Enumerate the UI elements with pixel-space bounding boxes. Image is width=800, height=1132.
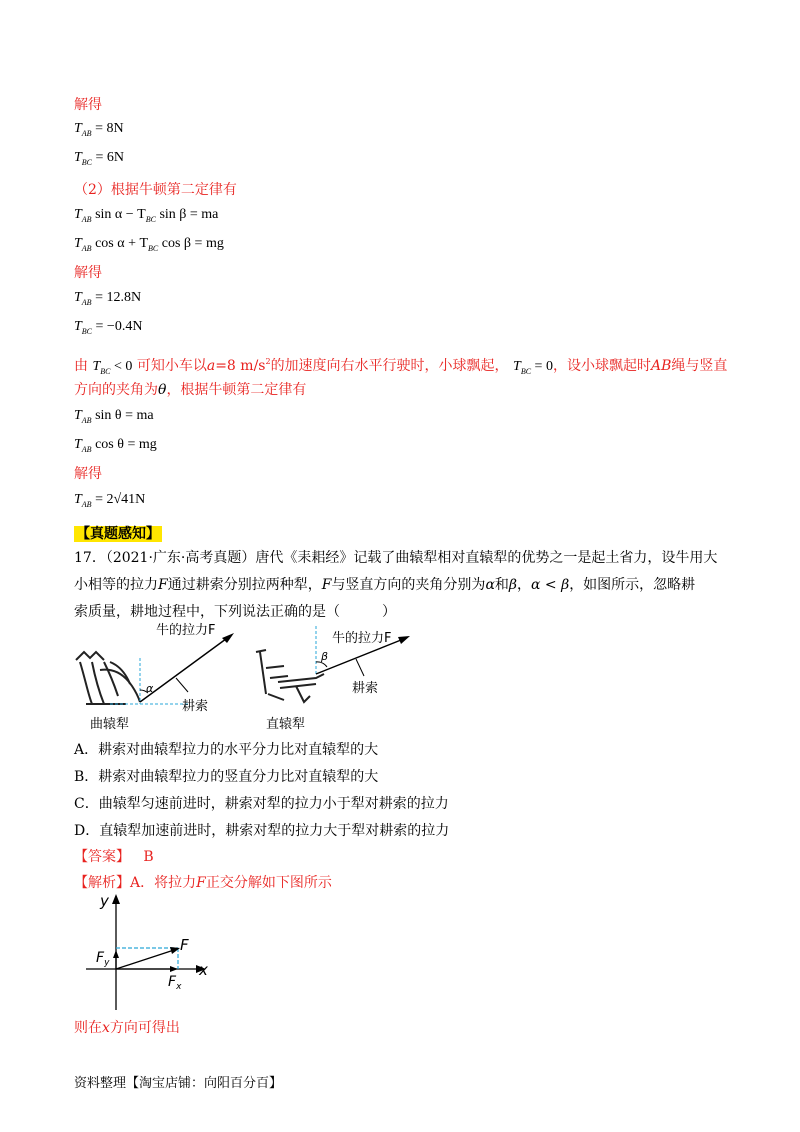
curved-plough-drawing	[76, 652, 140, 704]
fx-label: $F_x$	[168, 974, 182, 992]
right-beta-label: β	[321, 650, 329, 663]
y-axis-label: y	[100, 892, 109, 910]
force-label: F	[180, 936, 189, 954]
fy-label: $F_y$	[96, 950, 110, 968]
force-decomposition-diagram	[86, 892, 226, 1014]
analysis-line: 【解析】A．将拉力F正交分解如下图所示	[74, 875, 332, 891]
left-alpha-label: α	[146, 682, 154, 695]
equation-tab-2: $T_{AB} = 12.8N$	[74, 290, 142, 307]
jie-de-label-3: 解得	[74, 466, 102, 482]
option-d: D．直辕犁加速前进时，耕索对犁的拉力大于犁对耕索的拉力	[74, 823, 450, 839]
right-caption: 直辕犁	[266, 717, 306, 732]
section-badge: 【真题感知】	[76, 526, 160, 542]
x-axis-label: x	[199, 961, 208, 979]
left-rope-label: 耕索	[182, 699, 209, 714]
jie-de-label-2: 解得	[74, 265, 102, 281]
equation-tab-1: $T_{AB} = 8N$	[74, 121, 124, 138]
right-force-label: 牛的拉力F	[332, 631, 392, 646]
option-b: B．耕索对曲辕犁拉力的竖直分力比对直辕犁的大	[74, 769, 379, 785]
last-line: 则在x方向可得出	[74, 1020, 180, 1036]
equation-theta-y: $T_{AB}$ cos θ = mg	[74, 437, 157, 454]
left-force-arrowhead	[222, 633, 234, 643]
left-force-label: 牛的拉力F	[156, 623, 216, 638]
equation-newton-x: $T_{AB}$ $\sin \alpha - T_{BC}$ sin β = ma	[74, 207, 219, 224]
question-line-2: 小相等的拉力F通过耕索分别拉两种犁，F与竖直方向的夹角分别为α和β，α < β，如图所示，忽略耕	[74, 577, 696, 593]
footer: 资料整理【淘宝店铺：向阳百分百】	[74, 1076, 283, 1091]
straight-plough-drawing	[256, 650, 324, 702]
equation-tab-3: $T_{AB} = 2√41N$	[74, 492, 146, 509]
plough-figure	[70, 622, 430, 738]
answer-line: 【答案】 B	[74, 849, 154, 865]
equation-theta-x: $T_{AB}$ sin θ = ma	[74, 408, 154, 425]
jie-de-label-1: 解得	[74, 97, 102, 113]
question-line-1: 17．（2021·广东·高考真题）唐代《耒耜经》记载了曲辕犁相对直辕犁的优势之一是起土省力，设牛用大	[74, 550, 718, 566]
option-c: C．曲辕犁匀速前进时，耕索对犁的拉力小于犁对耕索的拉力	[74, 796, 449, 812]
condition-line-1: 由 $T_{BC} < 0$ 可知小车以a=8 $m/s^2$的加速度向右水平行驶时，小球飘起， $T_{BC} = 0$，设小球飘起时AB绳与竖直	[74, 357, 728, 376]
equation-tbc-2: $T_{BC} = -0.4N$	[74, 319, 143, 336]
option-a: A．耕索对曲辕犁拉力的水平分力比对直辕犁的大	[74, 742, 379, 758]
equation-newton-y: $T_{AB}$ $\cos \alpha + T_{BC}$ cos β = mg	[74, 236, 224, 253]
right-rope-label: 耕索	[352, 681, 379, 696]
force-vector	[116, 950, 174, 969]
left-force-line	[140, 636, 230, 702]
right-force-arrowhead	[398, 636, 410, 644]
left-caption: 曲辕犁	[90, 717, 130, 732]
condition-line-2: 方向的夹角为θ，根据牛顿第二定律有	[74, 382, 307, 398]
question-line-3: 索质量，耕地过程中，下列说法正确的是（ ）	[74, 604, 396, 620]
part2-heading: （2）根据牛顿第二定律有	[74, 182, 237, 198]
equation-tbc-1: $T_{BC} = 6N$	[74, 150, 125, 167]
